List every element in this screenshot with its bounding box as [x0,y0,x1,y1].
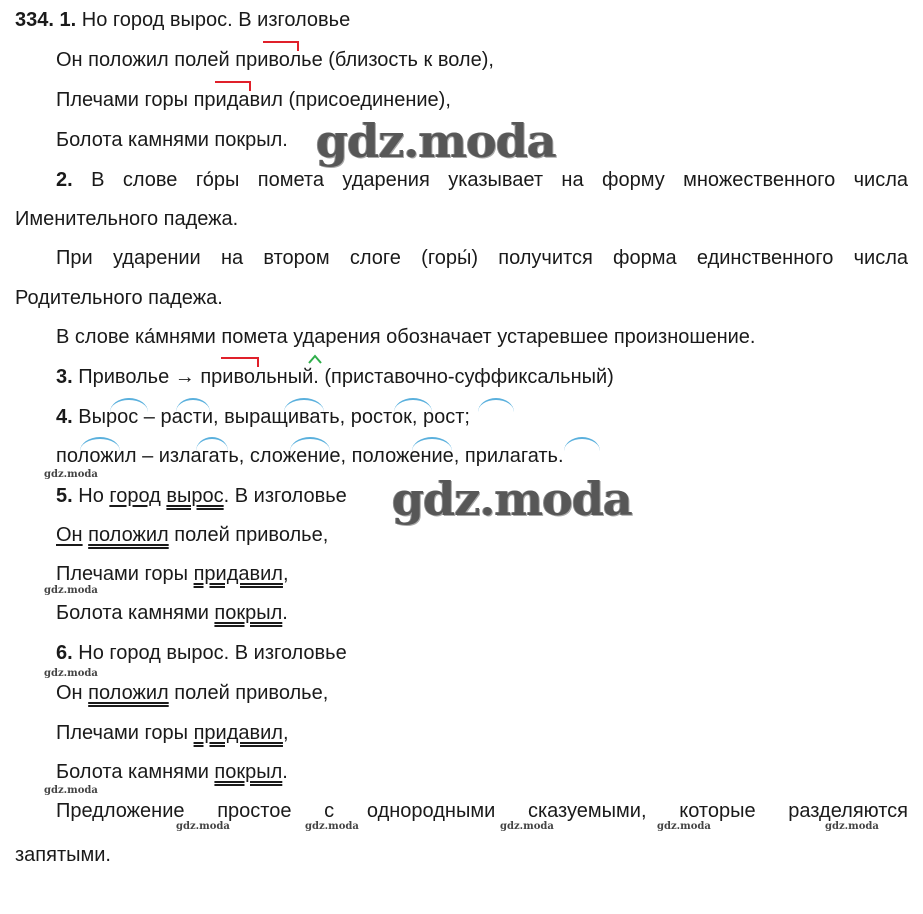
item-number-6: 6. [56,642,73,664]
watermark-small: gdz.moda [44,585,98,596]
line-p2-1 [15,168,908,192]
watermark-small: gdz.moda [825,821,879,832]
text: (присоединение), [282,89,451,111]
predicate: придавил [193,563,283,585]
text: Но [78,485,110,507]
text: Он [56,682,89,704]
text: Он положил полей [56,49,236,71]
prefix-mark [215,81,251,91]
text: Предложение простое с однородными сказуемыми, которые разделяются [56,800,908,822]
text: полей приволье, [168,524,329,546]
predicate: положил [88,524,169,546]
text: . [282,761,288,783]
text: Плечами горы [56,722,194,744]
text: . В изголовье [223,485,347,507]
item-number-1: 1. [59,9,77,31]
line-p2-5 [56,325,755,349]
item-number-5: 5. [56,485,73,507]
text: (близость к воле), [322,49,494,71]
line-p5-3 [56,562,289,586]
root-arc [110,398,148,412]
text: Приволье → [78,366,201,388]
item-number-3: 3. [56,366,73,388]
line-p6-3 [56,721,289,745]
line-p3 [56,365,614,389]
watermark-small: gdz.moda [305,821,359,832]
line-p1-2 [56,48,494,72]
line-p6-6 [15,843,111,867]
watermark-logo: gdz.moda [392,472,632,526]
item-number-2: 2. [56,169,73,191]
root-arc [290,437,330,451]
root-arc [80,437,120,451]
root-arc [564,437,600,451]
predicate: вырос [166,485,224,507]
line-p1-4 [56,128,288,152]
text: Болота камнями покрыл. [56,129,288,151]
text: Болота камнями [56,761,215,783]
text: , [282,563,289,585]
predicate: покрыл [214,761,283,783]
text: , [282,722,289,744]
root-arc [478,398,514,412]
line-p2-4 [15,286,223,310]
line-p5-1 [56,484,347,508]
word-pridavil: придавил [193,89,283,111]
line-p6-5 [15,799,908,823]
line-p1-3 [56,88,451,112]
text: В слове ка́мнями помета ударения обозначает устаревшее произношение. [56,326,756,348]
text: Плечами горы [56,563,194,585]
text: полей приволье, [168,682,329,704]
text: Но город вырос. В изголовье [78,642,347,664]
text: Именительного падежа. [15,208,239,230]
prefix-mark [263,41,299,51]
suffix-mark [308,354,322,364]
root-arc [412,437,452,451]
text: Болота камнями [56,602,215,624]
line-p5-4 [56,601,288,625]
predicate: положил [88,682,169,704]
line-p6-4 [56,760,288,784]
predicate: покрыл [214,602,283,624]
text: запятыми. [15,844,111,866]
line-p2-2 [15,207,238,231]
root-arc [394,398,432,412]
line-p1-1 [15,8,350,32]
subject: Он [56,524,83,546]
root-arc [284,398,324,412]
poem-line: Но город вырос. В изголовье [81,9,351,31]
prefix-mark [221,357,259,367]
line-p2-3 [15,246,908,270]
root-arc [196,437,228,451]
watermark-small: gdz.moda [44,785,98,796]
watermark-small: gdz.moda [176,821,230,832]
line-p5-2 [56,523,328,547]
text: . [282,602,288,624]
watermark-small: gdz.moda [500,821,554,832]
watermark-logo: gdz.moda [316,114,556,168]
text: В слове го́ры помета ударения указывает на форму множественного числа [91,169,908,191]
line-p6-1 [56,641,347,665]
text: Вырос – расти, выращивать, росток, рост; [78,406,470,428]
task-number: 334. [15,9,54,31]
subject: город [109,485,161,507]
text: Родительного падежа. [15,287,223,309]
text: . (приставочно-суффиксальный) [313,366,614,388]
text: положил – излагать, сложение, положение, прилагать. [56,445,564,467]
watermark-small: gdz.moda [44,469,98,480]
watermark-small: gdz.moda [657,821,711,832]
line-p6-2 [56,681,328,705]
watermark-small: gdz.moda [44,668,98,679]
text: Плечами горы [56,89,194,111]
word-privolny: привольный [200,366,314,388]
text: При ударении на втором слоге (горы́) получится форма единственного числа [56,247,908,269]
word-privolye: приволье [235,49,323,71]
predicate: придавил [193,722,283,744]
root-arc [176,398,210,412]
item-number-4: 4. [56,406,73,428]
